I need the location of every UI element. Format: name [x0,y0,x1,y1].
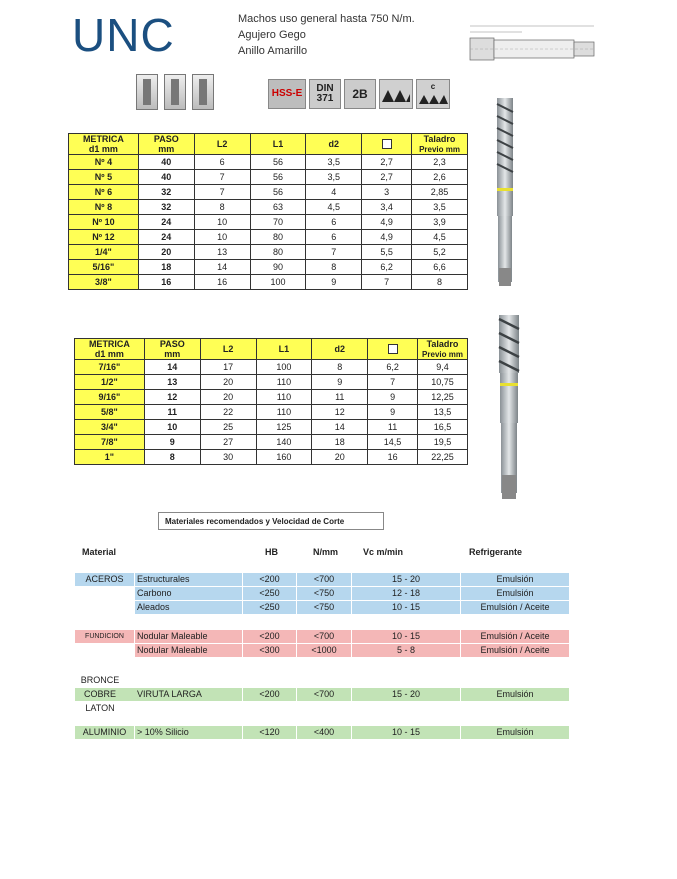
table-cell: 13 [144,375,200,390]
col-refrigerante: Refrigerante [469,547,523,557]
chamfer-label: c [430,82,436,91]
material-cell: <200 [243,688,296,701]
material-cell: <1000 [297,644,351,657]
din-number: 371 [316,93,334,104]
table-cell: 2,6 [412,170,468,185]
table-cell: 2,3 [412,155,468,170]
table-cell: 63 [250,200,306,215]
table-cell: 2,85 [412,185,468,200]
table-cell: 18 [312,435,368,450]
table-cell: 22,25 [418,450,468,465]
table-cell: 110 [256,390,312,405]
table-cell: 10 [194,215,250,230]
table-cell: 7 [368,375,418,390]
table-cell: 13 [194,245,250,260]
header-metrica: METRICA d1 mm [69,134,139,155]
spec-badges [268,79,450,109]
table-cell: 70 [250,215,306,230]
table-cell: 24 [138,215,194,230]
material-cell: Emulsión [461,688,569,701]
table-row [75,405,468,420]
table-cell: 4,5 [306,200,362,215]
material-group-label: LATON [85,703,115,713]
table-cell: 5,5 [362,245,412,260]
size-table-1 [68,133,468,290]
material-group-label: COBRE [75,688,125,701]
col-hb: HB [265,547,278,557]
table-cell: 7 [194,170,250,185]
table-cell: 9/16" [75,390,145,405]
table-cell: Nº 4 [69,155,139,170]
chamfer-icon [416,79,450,109]
table-cell: 11 [312,390,368,405]
table-cell: 22 [200,405,256,420]
table-cell: 16 [368,450,418,465]
table-cell: 12,25 [418,390,468,405]
table-cell: 56 [250,170,306,185]
table-cell: 10,75 [418,375,468,390]
table-cell: 20 [200,375,256,390]
table-cell: 80 [250,245,306,260]
description-line: Agujero Gego [238,29,306,41]
header-l2: L2 [200,339,256,360]
table-row [69,260,468,275]
table-cell: 17 [200,360,256,375]
table-row [75,435,468,450]
table-cell: 20 [200,390,256,405]
table-cell: 160 [256,450,312,465]
material-cell: <200 [243,630,296,643]
col-material: Material [82,547,117,557]
table-row [69,155,468,170]
table-cell: 100 [250,275,306,290]
table-row [75,420,468,435]
table-cell: 7/16" [75,360,145,375]
table-cell: 14 [144,360,200,375]
table-cell: 3,9 [412,215,468,230]
step-hole-icon [192,74,214,110]
description [238,11,415,59]
table-cell: 3,4 [362,200,412,215]
material-cell: <120 [243,726,296,739]
table-cell: 56 [250,185,306,200]
table-cell: 19,5 [418,435,468,450]
table-row [69,275,468,290]
table-cell: 5/8" [75,405,145,420]
table-cell: 6 [194,155,250,170]
material-cell: Emulsión / Aceite [461,601,569,614]
col-vc: Vc m/min [363,547,404,557]
square-icon [382,139,392,149]
table-cell: 13,5 [418,405,468,420]
table-row [69,215,468,230]
thread-icon [379,79,413,109]
table-cell: 16,5 [418,420,468,435]
header-paso: PASO mm [138,134,194,155]
materials-box-title: Materiales recomendados y Velocidad de Corte [158,512,384,530]
table-cell: 30 [200,450,256,465]
table-cell: 5/16" [69,260,139,275]
table-cell: 7 [306,245,362,260]
table-cell: 1" [75,450,145,465]
table-cell: Nº 10 [69,215,139,230]
table-cell: 10 [144,420,200,435]
table-cell: 14 [194,260,250,275]
table-cell: 9 [312,375,368,390]
table-cell: 6 [306,215,362,230]
table-cell: 140 [256,435,312,450]
table-row [69,245,468,260]
table-cell: 16 [138,275,194,290]
material-cell: Estructurales [135,573,242,586]
material-cell: Emulsión / Aceite [461,644,569,657]
table-cell: 18 [138,260,194,275]
table-row [75,375,468,390]
material-cell: 10 - 15 [352,726,460,739]
table-row [69,230,468,245]
table-cell: 7 [362,275,412,290]
header-taladro: Taladro Previo mm [418,339,468,360]
material-cell: <250 [243,587,296,600]
table-cell: 40 [138,170,194,185]
blind-hole-icon [164,74,186,110]
table-cell: 8 [194,200,250,215]
description-line: Anillo Amarillo [238,45,308,57]
material-cell: Emulsión [461,573,569,586]
table-cell: 100 [256,360,312,375]
table-cell: Nº 12 [69,230,139,245]
table-cell: 8 [312,360,368,375]
header-d2: d2 [312,339,368,360]
class-badge: 2B [344,79,376,109]
material-cell: <200 [243,573,296,586]
table-cell: 8 [306,260,362,275]
table-cell: 90 [250,260,306,275]
table-cell: 2,7 [362,155,412,170]
table-cell: 12 [312,405,368,420]
col-nmm: N/mm [313,547,339,557]
din-badge [309,79,341,109]
table-cell: 4,5 [412,230,468,245]
table-cell: 11 [368,420,418,435]
table-cell: 110 [256,375,312,390]
header-l2: L2 [194,134,250,155]
table-cell: 40 [138,155,194,170]
table-cell: 14 [312,420,368,435]
table-cell: Nº 6 [69,185,139,200]
table-row [75,450,468,465]
header-l1: L1 [250,134,306,155]
header-taladro: Taladro Previo mm [412,134,468,155]
material-group-label: BRONCE [80,675,120,685]
table-cell: 125 [256,420,312,435]
header-square [368,339,418,360]
table-cell: 27 [200,435,256,450]
size-table-2 [74,338,468,465]
material-group-label: FUNDICION [75,630,134,643]
table-cell: 5,2 [412,245,468,260]
table-cell: Nº 5 [69,170,139,185]
table-cell: 3 [362,185,412,200]
header-square [362,134,412,155]
table-cell: 1/2" [75,375,145,390]
material-cell: <700 [297,573,351,586]
material-cell: 15 - 20 [352,688,460,701]
table-cell: 6,2 [362,260,412,275]
tap-photo-icon [488,98,522,290]
material-cell: <250 [243,601,296,614]
material-group-label: ACEROS [75,573,134,586]
material-cell: > 10% Silicio [135,726,242,739]
page-title: UNC [72,9,175,61]
table-cell: 20 [312,450,368,465]
table-cell: 20 [138,245,194,260]
table-cell: 24 [138,230,194,245]
material-cell: 10 - 15 [352,630,460,643]
material-cell: <700 [297,630,351,643]
hole-types [136,74,218,112]
table-cell: 6,6 [412,260,468,275]
material-cell: <750 [297,587,351,600]
material-cell: 10 - 15 [352,601,460,614]
table-row [75,360,468,375]
material-cell: <300 [243,644,296,657]
table-cell: 6 [306,230,362,245]
table-cell: 1/4" [69,245,139,260]
table-row [69,170,468,185]
table-cell: 3,5 [306,170,362,185]
table-cell: 11 [144,405,200,420]
tap-photo-icon [492,315,526,505]
table-cell: 9,4 [418,360,468,375]
header-l1: L1 [256,339,312,360]
table-cell: 32 [138,185,194,200]
table-cell: Nº 8 [69,200,139,215]
table-cell: 14,5 [368,435,418,450]
material-cell: Nodular Maleable [135,644,242,657]
table-cell: 7/8" [75,435,145,450]
material-cell: VIRUTA LARGA [135,688,242,701]
header-paso: PASO mm [144,339,200,360]
table-row [69,200,468,215]
table-cell: 110 [256,405,312,420]
header-metrica: METRICA d1 mm [75,339,145,360]
din-label: DIN [316,83,334,94]
table-cell: 9 [144,435,200,450]
material-group-label: ALUMINIO [75,726,134,739]
table-cell: 4,9 [362,215,412,230]
table-cell: 8 [412,275,468,290]
material-cell: 5 - 8 [352,644,460,657]
material-cell: 15 - 20 [352,573,460,586]
material-cell: Emulsión [461,587,569,600]
material-cell: Emulsión / Aceite [461,630,569,643]
table-cell: 3,5 [412,200,468,215]
table-row [75,390,468,405]
table-cell: 6,2 [368,360,418,375]
table-cell: 25 [200,420,256,435]
square-icon [388,344,398,354]
table-cell: 9 [368,405,418,420]
table-cell: 2,7 [362,170,412,185]
table-cell: 3,5 [306,155,362,170]
material-cell: Aleados [135,601,242,614]
material-cell: <400 [297,726,351,739]
material-cell: Emulsión [461,726,569,739]
table-row [69,185,468,200]
table-cell: 12 [144,390,200,405]
table-cell: 9 [306,275,362,290]
table-cell: 80 [250,230,306,245]
table-cell: 7 [194,185,250,200]
description-line: Machos uso general hasta 750 N/m. [238,13,415,25]
material-cell: 12 - 18 [352,587,460,600]
tap-drawing-icon [462,18,602,70]
through-hole-icon [136,74,158,110]
header-d2: d2 [306,134,362,155]
table-cell: 9 [368,390,418,405]
table-cell: 10 [194,230,250,245]
table-cell: 56 [250,155,306,170]
table-cell: 4 [306,185,362,200]
table-cell: 4,9 [362,230,412,245]
material-cell: <700 [297,688,351,701]
table-cell: 3/8" [69,275,139,290]
material-cell: Nodular Maleable [135,630,242,643]
row-spacer [125,688,135,701]
table-cell: 32 [138,200,194,215]
table-cell: 8 [144,450,200,465]
material-cell: Carbono [135,587,242,600]
material-cell: <750 [297,601,351,614]
table-cell: 3/4" [75,420,145,435]
hss-badge: HSS-E [268,79,306,109]
table-cell: 16 [194,275,250,290]
